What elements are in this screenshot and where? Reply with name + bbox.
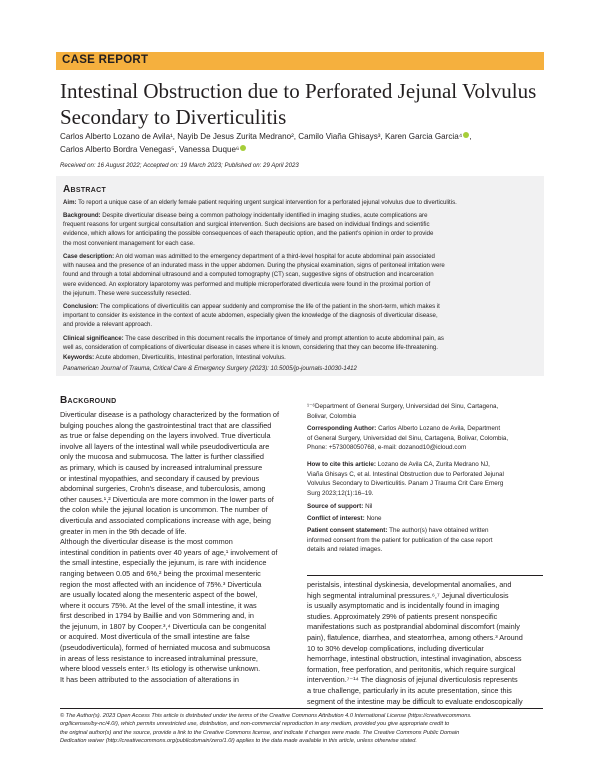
body-line: segment of the intestine may be difficult to evaluate endoscopically bbox=[307, 696, 523, 706]
body-line: high segmental intraluminal pressures.⁶,⁷ Jejunal diverticulosis bbox=[307, 590, 509, 600]
published-date: Published on: 29 April 2023 bbox=[224, 162, 299, 169]
background-heading: Background bbox=[60, 395, 117, 406]
author-list: Carlos Alberto Lozano de Avila¹, Nayib De Jesus Zurita Medrano², Camilo Viaña Ghisays³, Karen Garcia Garcia⁴ , Carlos Alberto Bordra Venegas⁵, Vanessa Duque⁶ bbox=[60, 132, 472, 154]
background-line: the small intestine, especially the jejunum, is rare with incidence bbox=[60, 558, 267, 568]
background-line: involve all layers of the intestinal wall while pseudodiverticula are bbox=[60, 441, 270, 451]
background-line: (pseudodiverticula), formed of herniated mucosa and submucosa bbox=[60, 643, 271, 653]
abstract-heading: Abstract bbox=[63, 184, 107, 195]
body-line: 10 to 30% develop complications, including diverticular bbox=[307, 643, 484, 653]
abstract-keywords: Keywords: Acute abdomen, Diverticulitis, Intestinal perforation, Intestinal volvulus. bbox=[63, 354, 286, 361]
column-divider bbox=[307, 575, 543, 576]
abstract-conclusion: Conclusion: The complications of diverticulitis can appear suddenly and compromise the life of the patient in the short-term, which makes it important to consider its existence in the context of acute abdomen, especially given the knowledge of the diagnosis of diverticular disease, and provide a relevant approach. bbox=[63, 303, 440, 329]
case-report-bar bbox=[56, 52, 544, 70]
background-line: the colon while the jejunal location is uncommon. The number of bbox=[60, 505, 268, 515]
background-line: where it occurs 75%. At the level of the small intestine, it was bbox=[60, 600, 257, 610]
body-line: intervention.⁷⁻¹⁴ The diagnosis of jejunal diverticulosis represents bbox=[307, 675, 518, 685]
corresponding-author: Corresponding Author: Carlos Alberto Lozano de Avila, Department of General Surgery, Universidad del Sinu, Cartagena, Bolivar, Colombia, Phone: +573008050768, e-mail: dozanod10@icloud.com bbox=[307, 425, 509, 452]
background-line: or acquired. Most diverticula of the small intestine are false bbox=[60, 632, 250, 642]
footer-line: the original author(s) and the source, provide a link to the Creative Commons license, and indicate if changes were made. The Creative Commons Public Domain bbox=[60, 729, 460, 736]
background-line: are usually located along the mesenteric aspect of the bowel, bbox=[60, 590, 258, 600]
background-text bbox=[60, 410, 296, 685]
background-line: greater in men in the 9th decade of life. bbox=[60, 526, 187, 536]
background-line: ranging between 0.05 and 6%,² being the proximal mesenteric bbox=[60, 568, 261, 578]
background-line: region the most affected with an incidence of 75%.³ Diverticula bbox=[60, 579, 262, 589]
footer-line: org/licenses/by-nc/4.0/), which permits unrestricted use, distribution, and non-commercial reproduction in any medium, provided you give appropriate credit to bbox=[60, 721, 450, 728]
body-line: pain), flatulence, diarrhea, and steatorrhea, among others.³ Around bbox=[307, 632, 523, 642]
body-line: peristalsis, intestinal dyskinesia, developmental anomalies, and bbox=[307, 580, 512, 589]
background-line: only the mucosa and submucosa. The latter is further classified bbox=[60, 452, 264, 462]
background-line: other causes.¹,² Diverticula are more common in the lower parts of bbox=[60, 494, 274, 504]
received-date: Received on: 16 August 2022; bbox=[60, 162, 142, 169]
affiliation: ¹⁻⁶Department of General Surgery, Universidad del Sinu, Cartagena, Bolivar, Colombia bbox=[307, 403, 499, 420]
authors-line-1: Carlos Alberto Lozano de Avila¹, Nayib De Jesus Zurita Medrano², Camilo Viaña Ghisays³, Karen Garcia Garcia⁴ bbox=[60, 132, 463, 141]
authors-line-2: Carlos Alberto Bordra Venegas⁵, Vanessa Duque⁶ bbox=[60, 145, 240, 154]
license-footer bbox=[60, 712, 543, 746]
body-line: formation, free perforation, and peritonitis, which require surgical bbox=[307, 664, 516, 674]
conflict-of-interest: Conflict of interest: None bbox=[307, 515, 382, 522]
background-line: in areas of less resistance to increased intraluminal pressure, bbox=[60, 653, 258, 663]
abstract-case-description: Case description: An old woman was admitted to the emergency department of a third-level hospital for acute abdominal pain associated with nausea and the presence of an indurated mass in the upper abdomen. During the physical examination, signs of peritoneal irritation were found and through a total abdominal ultrasound and a computed tomography (CT) scan, suggestive signs of obstruction and incarceration were evidenced. An exploratory laparotomy was performed and multiple microperforated diverticula were found in the proximal portion of the jejunum. These were successfully resected. bbox=[63, 253, 445, 297]
background-line: abdominal surgeries, Crohn's disease, and tuberculosis, among bbox=[60, 484, 266, 494]
background-line: Diverticular disease is a pathology characterized by the formation of bbox=[60, 410, 280, 419]
abstract-clinical-significance: Clinical significance: The case described in this document recalls the importance of timely and prompt attention to acute abdominal pain, as well as, consideration of complications of diverticular disease in cases where it is known, considering that they can become life-threatening. bbox=[63, 335, 444, 352]
footer-rule bbox=[60, 708, 543, 709]
background-line: where blood vessels enter.⁵ Its etiology is otherwise unknown. bbox=[60, 664, 261, 674]
background-line: or intestinal myopathies, and secondary if caused by previous bbox=[60, 473, 260, 483]
background-text-continued bbox=[307, 580, 543, 707]
background-line: diverticula and associated complications increase with age, being bbox=[60, 515, 271, 525]
background-line: bulging pouches along the gastrointestinal tract that are classified bbox=[60, 420, 272, 430]
body-line: studies. Approximately 29% of patients present nonspecific bbox=[307, 611, 498, 621]
orcid-icon[interactable] bbox=[240, 145, 246, 151]
accepted-date: Accepted on: 19 March 2023; bbox=[143, 162, 223, 169]
how-to-cite: How to cite this article: Lozano de Avila CA, Zurita Medrano NJ, Viaña Ghisays C, et al. Intestinal Obstruction due to Perforated Jejunal Volvulus Secondary to Diverticulitis. Panam J Trauma Crit Care Emerg Surg 2023;12(1):16–19. bbox=[307, 461, 504, 497]
abstract-background: Background: Despite diverticular disease being a common pathology incidentally identified in imaging studies, acute complications are frequent reasons for urgent surgical consultation and surgical intervention. Such decisions are based on individual findings and scientific evidence, which allows for anticipating the possible consequences of each therapeutic option, and the patient's opinion in order to provide the most convenient management for each case. bbox=[63, 212, 434, 247]
background-line: the jejunum, in 1807 by Cooper.³,⁴ Diverticula can be congenital bbox=[60, 621, 266, 631]
background-line: as primary, which is caused by increased intraluminal pressure bbox=[60, 462, 263, 472]
footer-line: © The Author(s). 2023 Open Access This article is distributed under the terms of the Creative Commons Attribution 4.0 International License (https://creativecommons. bbox=[60, 713, 472, 719]
background-line: intestinal condition in patients over 40 years of age,¹ involvement of bbox=[60, 547, 278, 557]
publication-dates bbox=[60, 162, 540, 169]
background-line: It has been attributed to the association of alterations in bbox=[60, 674, 239, 684]
body-line: manifestations such as postprandial abdominal discomfort (mainly bbox=[307, 622, 520, 632]
article-title: Intestinal Obstruction due to Perforated Jejunal Volvulus Secondary to Diverticulitis bbox=[60, 79, 537, 129]
background-line: first described in 1794 by Baillie and von Sömmering and, in bbox=[60, 611, 254, 621]
body-line: hemorrhage, intestinal obstruction, intestinal invagination, abscess bbox=[307, 654, 522, 664]
orcid-icon[interactable] bbox=[463, 132, 469, 138]
journal-citation: Panamerican Journal of Trauma, Critical Care & Emergency Surgery (2023): 10.5005/jp-journals-10030-1412 bbox=[63, 365, 357, 372]
source-of-support: Source of support: Nil bbox=[307, 503, 373, 510]
patient-consent: Patient consent statement: The author(s) have obtained written informed consent from the patient for publication of the case report details and related images. bbox=[307, 527, 493, 554]
body-line: a true challenge, particularly in its acute presentation, since this bbox=[307, 685, 512, 695]
background-line: as true or false depending on the layers involved. True diverticula bbox=[60, 431, 271, 441]
abstract-aim: Aim: To report a unique case of an elderly female patient requiring urgent surgical intervention for a perforated jejunal volvulus due to diverticulitis. bbox=[63, 199, 457, 206]
case-report-label: CASE REPORT bbox=[62, 54, 149, 66]
footer-line: Dedication waiver (http://creativecommons.org/publicdomain/zero/1.0/) applies to the data made available in this article, unless otherwise stated. bbox=[60, 738, 417, 745]
article-info bbox=[307, 402, 543, 574]
background-line: Although the diverticular disease is the most common bbox=[60, 537, 233, 547]
body-line: is usually asymptomatic and is incidentally found in imaging bbox=[307, 601, 500, 611]
